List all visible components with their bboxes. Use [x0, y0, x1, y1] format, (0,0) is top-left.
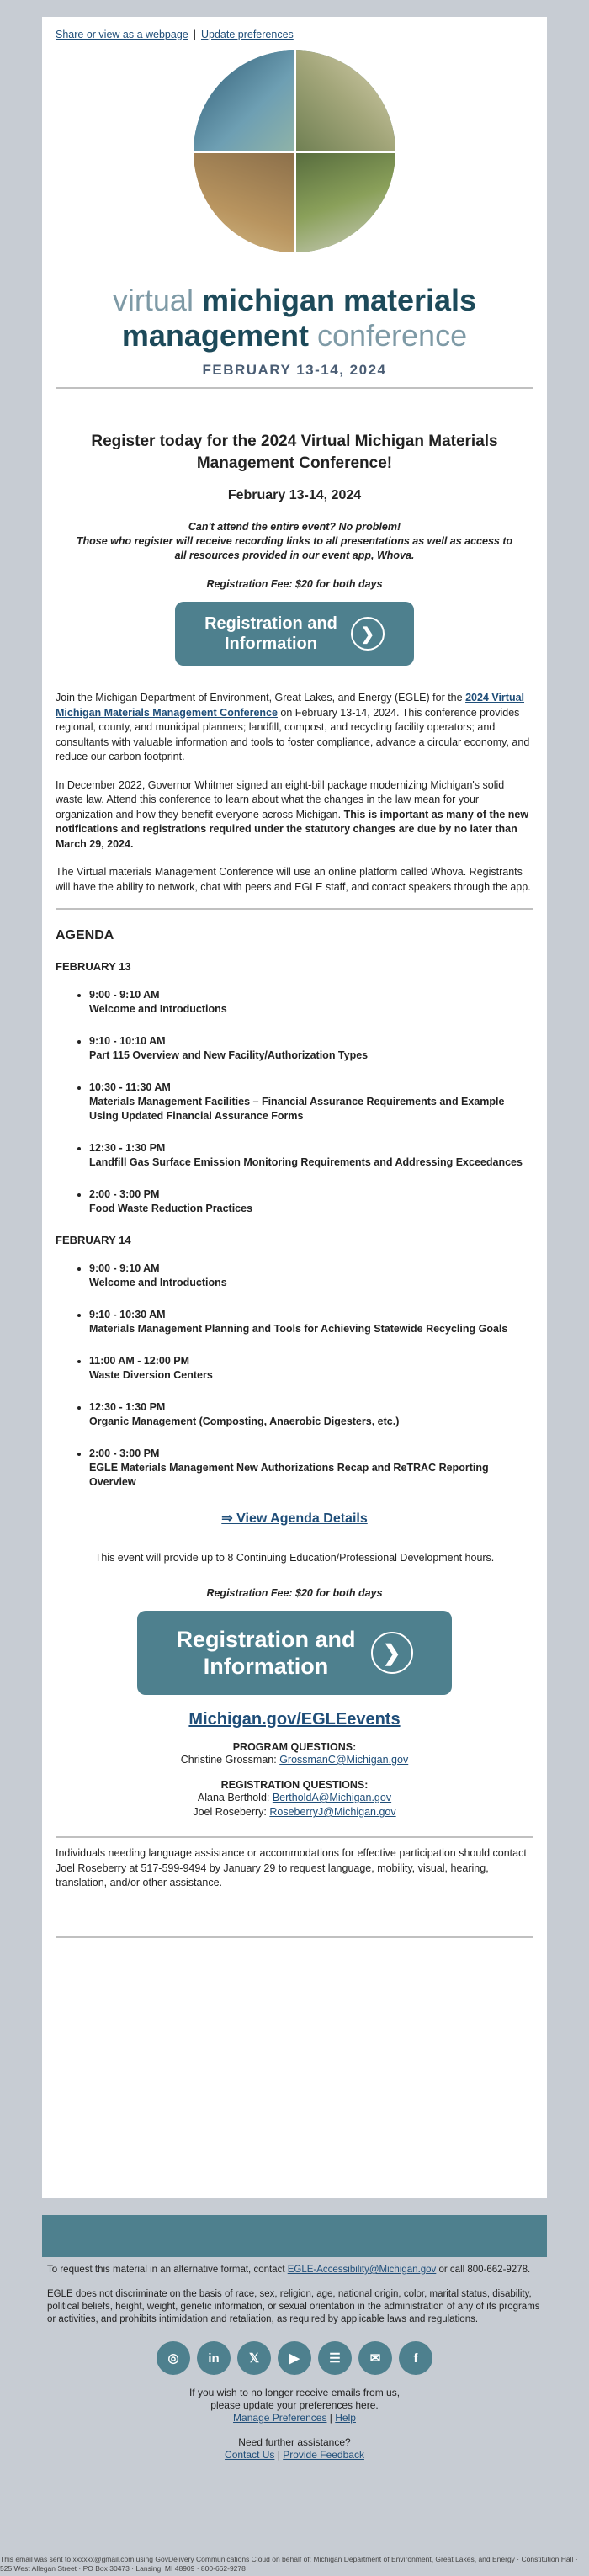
contact-us-link[interactable]: Contact Us	[225, 2449, 275, 2461]
agenda-title: Food Waste Reduction Practices	[89, 1203, 253, 1214]
text: In December 2022, Governor Whitmer signed an eight-bill package modernizing Michigan's solid waste law. Attend this conference to learn about what the changes in the law mean for your organization and how they benefit everyone across Michigan.	[56, 778, 505, 821]
email-icon[interactable]: ✉	[358, 2341, 392, 2375]
button-label: Registration and	[204, 614, 337, 633]
agenda-time: • 10:30 - 11:30 AM	[89, 1081, 171, 1093]
text: To request this material in an alternative format, contact	[47, 2265, 288, 2275]
agenda-title: Part 115 Overview and New Facility/Authorization Types	[89, 1049, 369, 1061]
title-word: conference	[316, 318, 468, 353]
law-paragraph	[56, 778, 533, 852]
text: or call 800-662-9278.	[436, 2265, 531, 2275]
agenda-day-heading: FEBRUARY 13	[56, 960, 131, 973]
program-questions-heading: PROGRAM QUESTIONS:	[232, 1741, 357, 1753]
registration-fee: Registration Fee: $20 for both days	[206, 578, 383, 590]
registration-questions-heading: REGISTRATION QUESTIONS:	[220, 1779, 369, 1791]
important-text: This is important as many of the new notifications and registrations required under the statutory changes are due by no later than March 29, 2024.	[56, 808, 529, 850]
contact-name: Christine Grossman:	[180, 1754, 280, 1766]
agenda-item	[89, 1261, 533, 1290]
text: Join the Michigan Department of Environment, Great Lakes, and Energy (EGLE) for the	[56, 692, 466, 704]
contact-name: Alana Berthold:	[197, 1792, 273, 1803]
agenda-day-heading: FEBRUARY 14	[56, 1234, 131, 1246]
egle-events-link[interactable]: Michigan.gov/EGLEevents	[188, 1710, 401, 1729]
button-label: Registration and	[176, 1627, 356, 1652]
accessibility-email-link[interactable]: EGLE-Accessibility@Michigan.gov	[287, 2265, 437, 2275]
help-link[interactable]: Help	[335, 2412, 356, 2424]
provide-feedback-link[interactable]: Provide Feedback	[283, 2449, 364, 2461]
linkedin-icon[interactable]: in	[197, 2341, 231, 2375]
contact-email-link[interactable]: GrossmanC@Michigan.gov	[279, 1754, 409, 1766]
separator: |	[193, 29, 196, 40]
agenda-item	[89, 1034, 533, 1063]
divider	[56, 387, 533, 389]
program-contact	[56, 1753, 533, 1767]
text: on February 13-14, 2024. This conference provides regional, county, and municipal planners; landfill, compost, and recycling facility operators; and consultants with valuable information and tools to foster compliance, advance a circular economy, and reduce our carbon footprint.	[56, 706, 530, 762]
agenda-time: • 12:30 - 1:30 PM	[89, 1401, 166, 1413]
agenda-title: EGLE Materials Management New Authorizations Recap and ReTRAC Reporting Overview	[89, 1462, 489, 1488]
divider	[56, 1836, 533, 1838]
agenda-time: • 2:00 - 3:00 PM	[89, 1447, 160, 1459]
agenda-title: Materials Management Facilities – Financial Assurance Requirements and Example Using Updated Financial Assurance Forms	[89, 1096, 505, 1122]
text: If you wish to no longer receive emails from us,	[188, 2387, 401, 2398]
registration-fee: Registration Fee: $20 for both days	[206, 1587, 383, 1599]
agenda-title: Organic Management (Composting, Anaerobic Digesters, etc.)	[89, 1415, 400, 1427]
agenda-list	[56, 988, 533, 1216]
agenda-time: • 2:00 - 3:00 PM	[89, 1188, 160, 1200]
update-preferences-link[interactable]: Update preferences	[200, 29, 294, 40]
divider	[56, 908, 533, 910]
chevron-right-icon: ❯	[351, 617, 385, 651]
attendance-note	[72, 520, 517, 563]
registration-contact	[56, 1791, 533, 1805]
ce-note: This event will provide up to 8 Continuing Education/Professional Development hours.	[94, 1552, 495, 1564]
agenda-title: Welcome and Introductions	[89, 1277, 227, 1288]
agenda-time: • 9:10 - 10:10 AM	[89, 1035, 166, 1047]
share-link[interactable]: Share or view as a webpage	[56, 29, 188, 40]
view-agenda-link[interactable]	[56, 1510, 533, 1527]
title-word: management	[121, 318, 309, 353]
accommodation-note: Individuals needing language assistance or accommodations for effective participation should contact Joel Roseberry at 517-599-9494 by January 29 to request language, mobility, visual, hearing, translation, and/or other assistance.	[56, 1847, 527, 1888]
agenda-item	[89, 1400, 533, 1429]
registration-contact	[56, 1805, 533, 1819]
registration-button[interactable]	[175, 602, 414, 666]
newsletter-icon[interactable]: ☰	[318, 2341, 352, 2375]
alt-format-note	[47, 2264, 542, 2276]
top-links	[42, 17, 547, 40]
youtube-icon[interactable]: ▶	[278, 2341, 311, 2375]
contact-name: Joel Roseberry:	[193, 1806, 270, 1818]
egle-events-link-wrap	[56, 1710, 533, 1729]
contact-email-link[interactable]: RoseberryJ@Michigan.gov	[269, 1806, 396, 1818]
agenda-title: Landfill Gas Surface Emission Monitoring Requirements and Addressing Exceedances	[89, 1156, 523, 1168]
title-word: michigan materials	[201, 283, 477, 317]
note-line: Can't attend the entire event? No problem!	[188, 521, 401, 533]
footer-band	[42, 2215, 547, 2257]
agenda-time: • 12:30 - 1:30 PM	[89, 1142, 166, 1154]
agenda-item	[89, 1187, 533, 1216]
conference-date: FEBRUARY 13-14, 2024	[202, 362, 387, 378]
registration-button-large[interactable]	[137, 1611, 452, 1695]
divider	[56, 1936, 533, 1938]
agenda-time: • 9:10 - 10:30 AM	[89, 1309, 166, 1320]
agenda-title: Waste Diversion Centers	[89, 1369, 213, 1381]
conference-link[interactable]: 2024 Virtual Michigan Materials Management Conference	[56, 692, 525, 719]
note-line: Those who register will receive recording links to all presentations as well as access to all resources provided in our event app, Whova.	[76, 535, 513, 561]
view-agenda-anchor[interactable]: ⇒ View Agenda Details	[221, 1511, 368, 1526]
email-card	[42, 17, 547, 2198]
button-label: Information	[224, 635, 317, 653]
manage-preferences-link[interactable]: Manage Preferences	[233, 2412, 327, 2424]
agenda-time: • 9:00 - 9:10 AM	[89, 1262, 160, 1274]
agenda-item	[89, 1447, 533, 1490]
agenda-item	[89, 1308, 533, 1336]
agenda-title: Welcome and Introductions	[89, 1003, 227, 1015]
separator: |	[329, 2412, 332, 2424]
nondiscrimination-note: EGLE does not discriminate on the basis of race, sex, religion, age, national origin, color, marital status, disability, political beliefs, height, weight, genetic information, or sexual orientation in the administration of any of its programs or activities, and prohibits intimidation and retaliation, as required by applicable laws and regulations.	[47, 2289, 540, 2324]
chevron-right-icon: ❯	[371, 1632, 413, 1674]
instagram-icon[interactable]: ◎	[157, 2341, 190, 2375]
agenda-title: Materials Management Planning and Tools for Achieving Statewide Recycling Goals	[89, 1323, 508, 1335]
text: please update your preferences here.	[210, 2399, 379, 2411]
unsubscribe-block	[42, 2387, 547, 2462]
agenda-item	[89, 1081, 533, 1123]
agenda-item	[89, 1354, 533, 1383]
agenda-item	[89, 988, 533, 1017]
facebook-icon[interactable]: f	[399, 2341, 432, 2375]
hero-image	[194, 50, 395, 252]
agenda-time: • 9:00 - 9:10 AM	[89, 989, 160, 1001]
register-date: February 13-14, 2024	[227, 488, 362, 502]
separator: |	[277, 2449, 280, 2461]
conference-title	[42, 283, 547, 353]
agenda-time: • 11:00 AM - 12:00 PM	[89, 1355, 190, 1367]
intro-paragraph	[56, 691, 533, 765]
footer	[42, 2264, 547, 2462]
register-title: Register today for the 2024 Virtual Michigan Materials Management Conference!	[91, 433, 498, 472]
x-icon[interactable]: 𝕏	[237, 2341, 271, 2375]
button-label: Information	[203, 1654, 329, 1679]
agenda-list	[56, 1261, 533, 1490]
contact-email-link[interactable]: BertholdA@Michigan.gov	[272, 1792, 392, 1803]
sent-to-note: This email was sent to xxxxxx@gmail.com using GovDelivery Communications Cloud on behalf of: Michigan Department of Environment, Great Lakes, and Energy · Constitution Hall · 525 West Allegan Street · PO Box 30473 · Lansing, MI 48909 · 800-662-9278	[0, 2555, 578, 2573]
agenda-heading: AGENDA	[56, 928, 114, 943]
social-icons	[42, 2341, 547, 2375]
title-word: virtual	[112, 283, 194, 317]
text: Need further assistance?	[238, 2436, 351, 2448]
whova-paragraph: The Virtual materials Management Conference will use an online platform called Whova. Registrants will have the ability to network, chat with peers and EGLE staff, and contact speakers through the app.	[56, 866, 531, 893]
agenda-item	[89, 1141, 533, 1170]
